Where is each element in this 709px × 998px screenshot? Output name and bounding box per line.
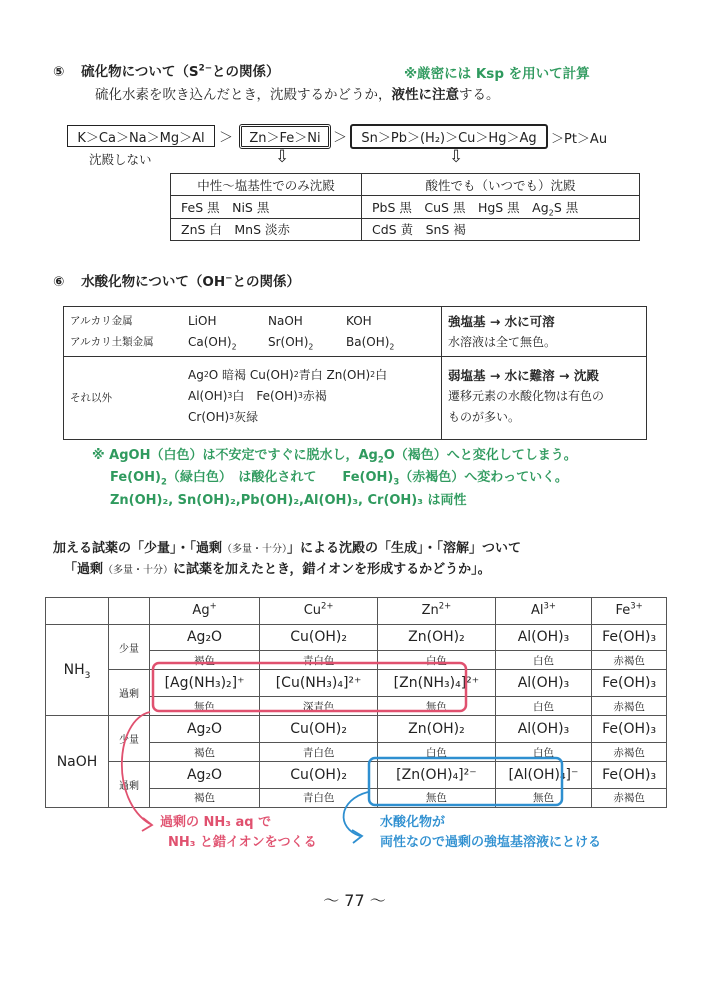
formula-cell: Ag₂O	[150, 624, 260, 651]
sulfide-cell: ZnS 白 MnS 淡赤	[171, 218, 362, 240]
color-cell: 褐色	[150, 788, 260, 807]
note-text: （赤褐色）へ変わっていく。	[399, 470, 568, 485]
section6-number: ⑥	[53, 274, 65, 290]
pink-arrow	[122, 712, 150, 824]
note-text: Fe(OH)	[110, 470, 161, 485]
ion-symbol: Fe	[615, 603, 631, 619]
sulfide-col1-head: 中性〜塩基性でのみ沈殿	[171, 174, 362, 196]
note-sub: 3	[393, 476, 400, 487]
section5-desc-bold: 液性に注意	[391, 87, 459, 103]
section6-title-sup: −	[225, 273, 233, 284]
down-arrow-icon: ⇩	[275, 147, 290, 167]
other-row-3: Cr(OH) 3 灰緑	[188, 409, 259, 424]
ion-charge: 2+	[438, 600, 452, 611]
formula-cell: Ag₂O	[150, 762, 260, 789]
formula: 赤褐	[302, 389, 327, 403]
section5-number: ⑤	[53, 64, 65, 80]
color-cell: 赤褐色	[592, 788, 667, 807]
sulfide-col2-head: 酸性でも（いつでも）沈殿	[362, 174, 640, 196]
ion-charge: 3+	[630, 600, 643, 611]
ion-symbol: Ag	[192, 603, 210, 619]
page-number: 〜 77 〜	[323, 891, 386, 910]
formula-cell: Al(OH)₃	[495, 624, 591, 651]
chain-no-precipitate-box: K＞Ca＞Na＞Mg＞Al	[67, 125, 215, 147]
alkali-label: アルカリ金属	[70, 315, 133, 327]
hydroxide-note-3: Zn(OH)₂, Sn(OH)₂,Pb(OH)₂,Al(OH)₃, Cr(OH)₃ は両性	[110, 493, 467, 508]
formula-sub: 2	[231, 341, 237, 351]
chain-acid-box: Sn＞Pb＞(H₂)＞Cu＞Hg＞Ag	[350, 124, 548, 149]
section6-title-post: との関係）	[232, 274, 301, 290]
intro-small: （多量・十分）	[103, 565, 174, 576]
note-sub: 2	[377, 454, 384, 465]
sulfide-text: PbS 黒 CuS 黒 HgS 黒 Ag	[372, 199, 549, 215]
formula: Cr(OH)	[188, 409, 230, 424]
color-cell: 褐色	[150, 742, 260, 761]
amount-excess: 過剰	[109, 762, 150, 808]
formula-cell: Ag₂O	[150, 716, 260, 743]
color-cell: 白色	[378, 742, 496, 761]
section5-title-pre: 硫化物について（S	[81, 64, 199, 80]
weak-base-desc: 遷移元素の水酸化物は有色の	[448, 389, 605, 403]
color-cell: 褐色	[150, 651, 260, 670]
section5-desc-pre: 硫化水素を吹き込んだとき，沈殿するかどうか，	[95, 87, 392, 103]
formula: Ca(OH)	[188, 334, 232, 349]
color-cell: 青白色	[260, 788, 378, 807]
chain-neutral-box: Zn＞Fe＞Ni	[239, 124, 331, 149]
note-text: （緑白色） は酸化されて Fe(OH)	[166, 470, 394, 485]
sulfide-text: S 黒	[553, 199, 579, 215]
color-cell: 青白色	[260, 742, 378, 761]
formula: O 暗褐 Cu(OH)	[208, 368, 294, 382]
chain-gt-2: ＞	[333, 130, 347, 146]
section5-title-post: との関係）	[212, 64, 280, 80]
formula: Ba(OH)	[346, 334, 390, 349]
color-cell: 赤褐色	[592, 742, 667, 761]
amount-small: 少量	[109, 624, 150, 670]
formula-cell: Fe(OH)₃	[592, 670, 667, 697]
color-cell: 赤褐色	[592, 697, 667, 716]
amount-excess: 過剰	[109, 670, 150, 716]
down-arrow-icon: ⇩	[449, 147, 464, 167]
alkali-item: LiOH	[188, 313, 217, 328]
pink-annotation-1: 過剰の NH₃ aq で	[160, 815, 272, 830]
alkali-item: NaOH	[268, 313, 303, 328]
naoh-complex-highlight	[369, 758, 562, 805]
intro-text: 加える試薬の「少量」・「過剰	[53, 541, 223, 556]
alkaline-earth-label: アルカリ土類金属	[70, 336, 154, 348]
nh3-complex-highlight	[153, 663, 466, 711]
sulfide-cell: CdS 黄 SnS 褐	[362, 218, 640, 240]
ion-symbol: Zn	[421, 603, 439, 619]
strong-base-desc: 水溶液は全て無色。	[448, 335, 557, 349]
amount-small: 少量	[109, 716, 150, 762]
color-cell: 無色	[378, 788, 496, 807]
ksp-note: ※厳密には Ksp を用いて計算	[404, 66, 590, 82]
color-cell: 白色	[495, 697, 591, 716]
alkali-item: KOH	[346, 313, 372, 328]
sulfide-cell: FeS 黒 NiS 黒	[171, 196, 362, 218]
formula: 白 Fe(OH)	[232, 389, 298, 403]
reagent-naoh: NaOH	[46, 716, 109, 808]
formula-cell: Fe(OH)₃	[592, 762, 667, 789]
color-cell: 白色	[378, 651, 496, 670]
blue-arrow	[344, 792, 368, 836]
strong-base-label: 強塩基 → 水に可溶	[448, 313, 555, 329]
formula-cell: [Ag(NH₃)₂]⁺	[150, 670, 260, 697]
section5-title-sup: 2−	[198, 63, 213, 74]
blue-annotation-1: 水酸化物が	[380, 815, 446, 830]
intro-text: 」による沈殿の「生成」・「溶解」ついて	[287, 541, 522, 556]
blue-annotation-2: 両性なので過剰の強塩基溶液にとける	[380, 835, 602, 850]
other-metals-label: それ以外	[70, 392, 112, 404]
formula-sub: 2	[308, 341, 314, 351]
formula-cell: [Al(OH)₄]⁻	[495, 762, 591, 789]
formula-cell: [Zn(OH)₄]²⁻	[378, 762, 496, 789]
weak-base-label: 弱塩基 → 水に難溶 → 沈殿	[448, 367, 599, 383]
section6-title-pre: 水酸化物について（OH	[81, 274, 226, 290]
color-cell: 無色	[378, 697, 496, 716]
color-cell: 無色	[495, 788, 591, 807]
pink-annotation-2: NH₃ と錯イオンをつくる	[168, 835, 317, 850]
formula: Al(OH)	[188, 388, 228, 403]
ion-charge: 2+	[321, 600, 334, 611]
note-text: O（褐色）へと変化してしまう。	[383, 448, 577, 463]
intro-text: に試薬を加えたとき，錯イオンを形成するかどうか」。	[173, 562, 491, 577]
color-cell: 深青色	[260, 697, 378, 716]
ion-symbol: Al	[531, 603, 544, 619]
ion-symbol: Cu	[303, 603, 322, 619]
color-cell: 白色	[495, 742, 591, 761]
formula-sub: 2	[389, 341, 395, 351]
chain-gt-1: ＞	[219, 130, 233, 146]
formula-cell: Cu(OH)₂	[260, 624, 378, 651]
chain-tail: ＞Pt＞Au	[551, 132, 608, 147]
intro-small: （多量・十分）	[222, 544, 288, 555]
formula: 白	[375, 368, 388, 382]
formula: 青白 Zn(OH)	[298, 368, 371, 382]
formula-cell: Cu(OH)₂	[260, 762, 378, 789]
reagent-label: NH	[63, 661, 85, 678]
note-text: ※ AgOH（白色）は不安定ですぐに脱水し，Ag	[92, 448, 378, 463]
formula-cell: Al(OH)₃	[495, 716, 591, 743]
reagent-sub: 3	[84, 670, 91, 681]
formula-cell: Zn(OH)₂	[378, 716, 496, 743]
other-row-2: Al(OH) 3 白 Fe(OH) 3 赤褐	[188, 388, 327, 403]
color-cell: 無色	[150, 697, 260, 716]
formula: Ag	[188, 367, 204, 382]
other-row-1: Ag 2 O 暗褐 Cu(OH) 2 青白 Zn(OH) 2 白	[188, 367, 388, 382]
formula-cell: Cu(OH)₂	[260, 716, 378, 743]
ion-charge: +	[209, 600, 217, 611]
formula-cell: Fe(OH)₃	[592, 624, 667, 651]
sulfide-sub: 2	[548, 207, 554, 218]
color-cell: 青白色	[260, 651, 378, 670]
section5-desc-post: する。	[458, 87, 500, 103]
note-sub: 2	[160, 476, 167, 487]
intro-text: 「過剰	[64, 562, 104, 577]
formula-cell: [Zn(NH₃)₄]²⁺	[378, 670, 496, 697]
color-cell: 白色	[495, 651, 591, 670]
formula-cell: Fe(OH)₃	[592, 716, 667, 743]
weak-base-desc: ものが多い。	[448, 410, 521, 424]
formula-cell: [Cu(NH₃)₄]²⁺	[260, 670, 378, 697]
formula: Sr(OH)	[268, 334, 309, 349]
no-precipitate-label: 沈殿しない	[89, 152, 152, 167]
formula-cell: Al(OH)₃	[495, 670, 591, 697]
formula-cell: Zn(OH)₂	[378, 624, 496, 651]
formula: 灰緑	[234, 410, 259, 424]
ion-charge: 3+	[543, 600, 556, 611]
color-cell: 赤褐色	[592, 651, 667, 670]
